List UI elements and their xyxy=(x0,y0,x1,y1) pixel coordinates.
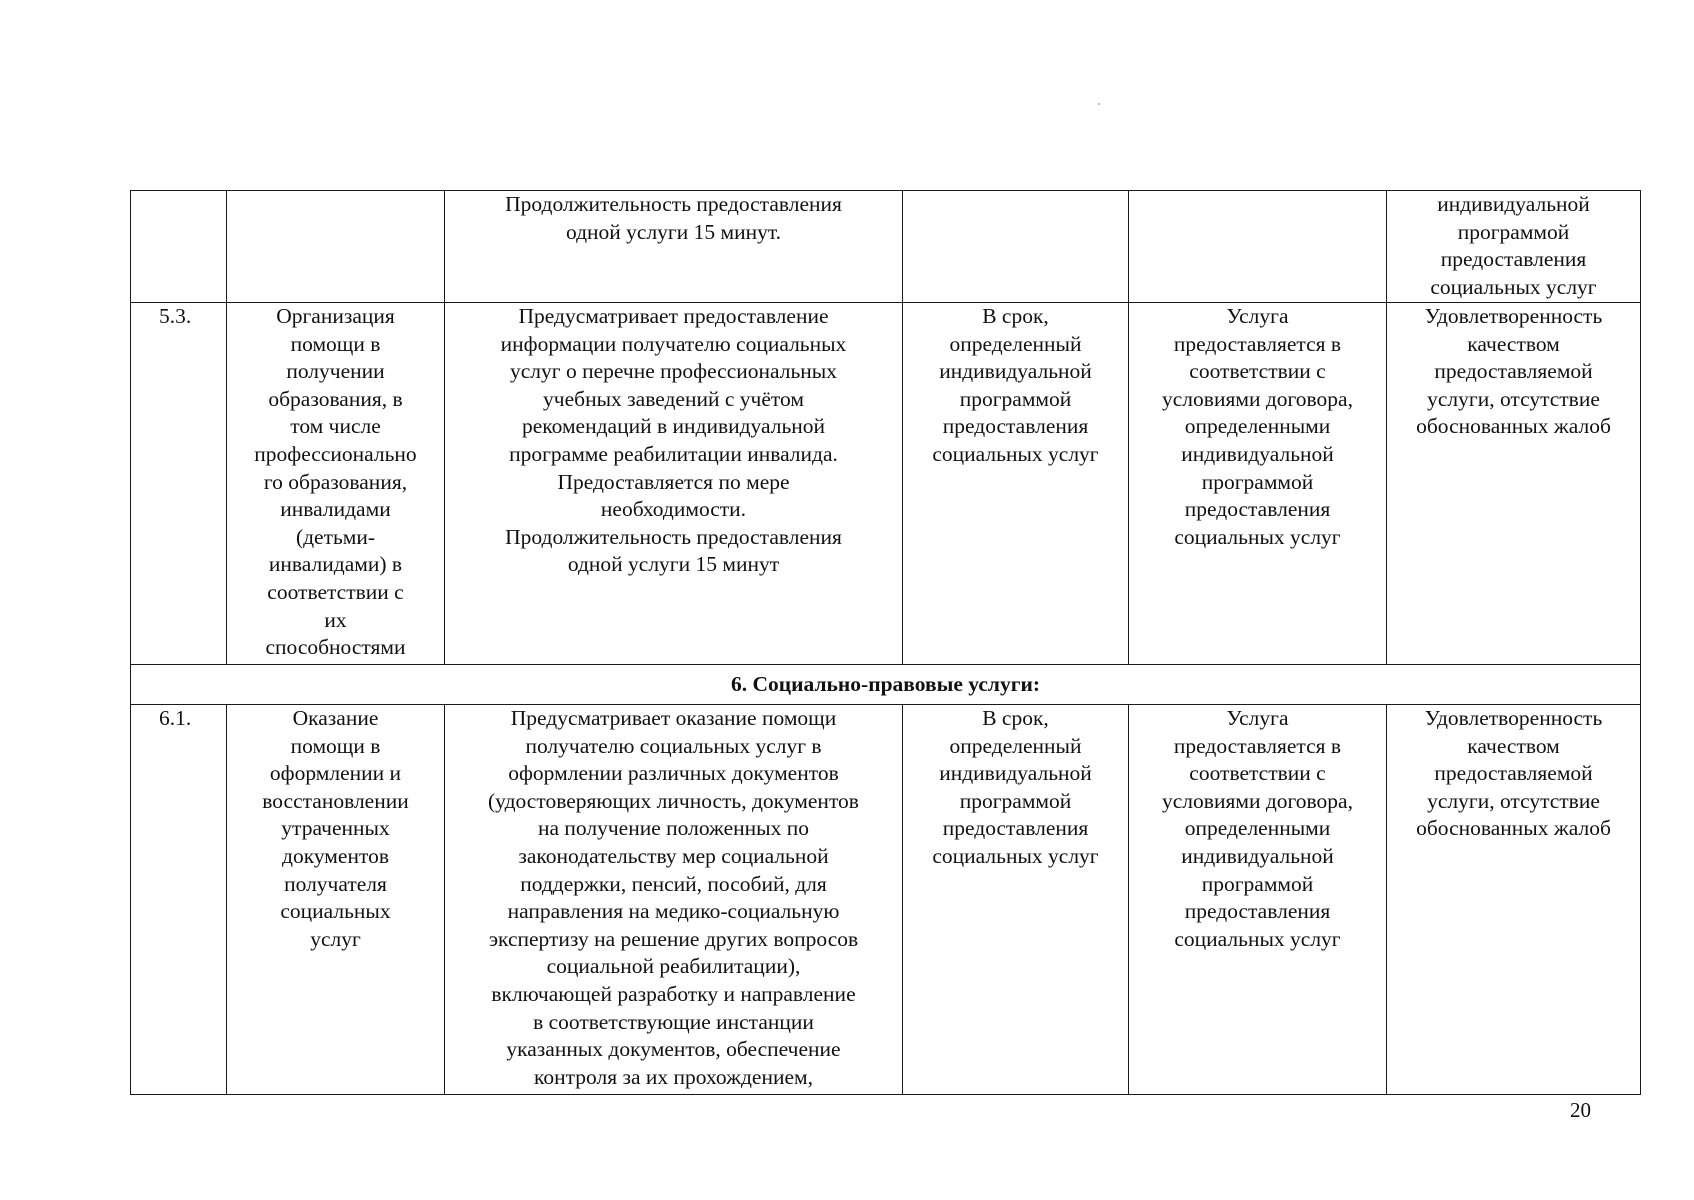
cell-conditions: Услуга предоставляется в соответствии с условиями договора, определенными индивидуальной программой предоставления социальных услуг xyxy=(1129,705,1387,1095)
section-heading: 6. Социально-правовые услуги: xyxy=(131,665,1641,705)
services-table xyxy=(130,190,1641,1095)
cell-term: В срок, определенный индивидуальной программой предоставления социальных услуг xyxy=(903,705,1129,1095)
scan-speck xyxy=(1098,103,1100,105)
cell-description: Продолжительность предоставления одной услуги 15 минут. xyxy=(445,191,903,303)
cell-number: 5.3. xyxy=(131,303,227,665)
cell-conditions: Услуга предоставляется в соответствии с условиями договора, определенными индивидуальной программой предоставления социальных услуг xyxy=(1129,303,1387,665)
cell-result: Удовлетворенность качеством предоставляемой услуги, отсутствие обоснованных жалоб xyxy=(1387,303,1641,665)
cell-term: В срок, определенный индивидуальной программой предоставления социальных услуг xyxy=(903,303,1129,665)
cell-service-name: Оказание помощи в оформлении и восстановлении утраченных документов получателя социальных услуг xyxy=(227,705,445,1095)
cell-number xyxy=(131,191,227,303)
cell-service-name: Организация помощи в получении образования, в том числе профессионально го образования, инвалидами (детьми- инвалидами) в соответствии с их способностями xyxy=(227,303,445,665)
cell-number: 6.1. xyxy=(131,705,227,1095)
cell-result: Удовлетворенность качеством предоставляемой услуги, отсутствие обоснованных жалоб xyxy=(1387,705,1641,1095)
cell-service-name xyxy=(227,191,445,303)
cell-conditions xyxy=(1129,191,1387,303)
page-number: 20 xyxy=(1570,1098,1591,1122)
table-row-section-6 xyxy=(131,665,1641,705)
cell-description: Предусматривает оказание помощи получателю социальных услуг в оформлении различных документов (удостоверяющих личность, документов на получение положенных по законодательству мер социальной поддержки, пенсий, пособий, для направления на медико-социальную экспертизу на решение других вопросов социальной реабилитации), включающей разработку и направление в соответствующие инстанции указанных документов, обеспечение контроля за их прохождением, xyxy=(445,705,903,1095)
cell-result: индивидуальной программой предоставления социальных услуг xyxy=(1387,191,1641,303)
table-row-5-3 xyxy=(131,303,1641,665)
table-row-continuation xyxy=(131,191,1641,303)
table-row-6-1 xyxy=(131,705,1641,1095)
cell-term xyxy=(903,191,1129,303)
cell-description: Предусматривает предоставление информации получателю социальных услуг о перечне профессиональных учебных заведений с учётом рекомендаций в индивидуальной программе реабилитации инвалида. Предоставляется по мере необходимости. Продолжительность предоставления одной услуги 15 минут xyxy=(445,303,903,665)
